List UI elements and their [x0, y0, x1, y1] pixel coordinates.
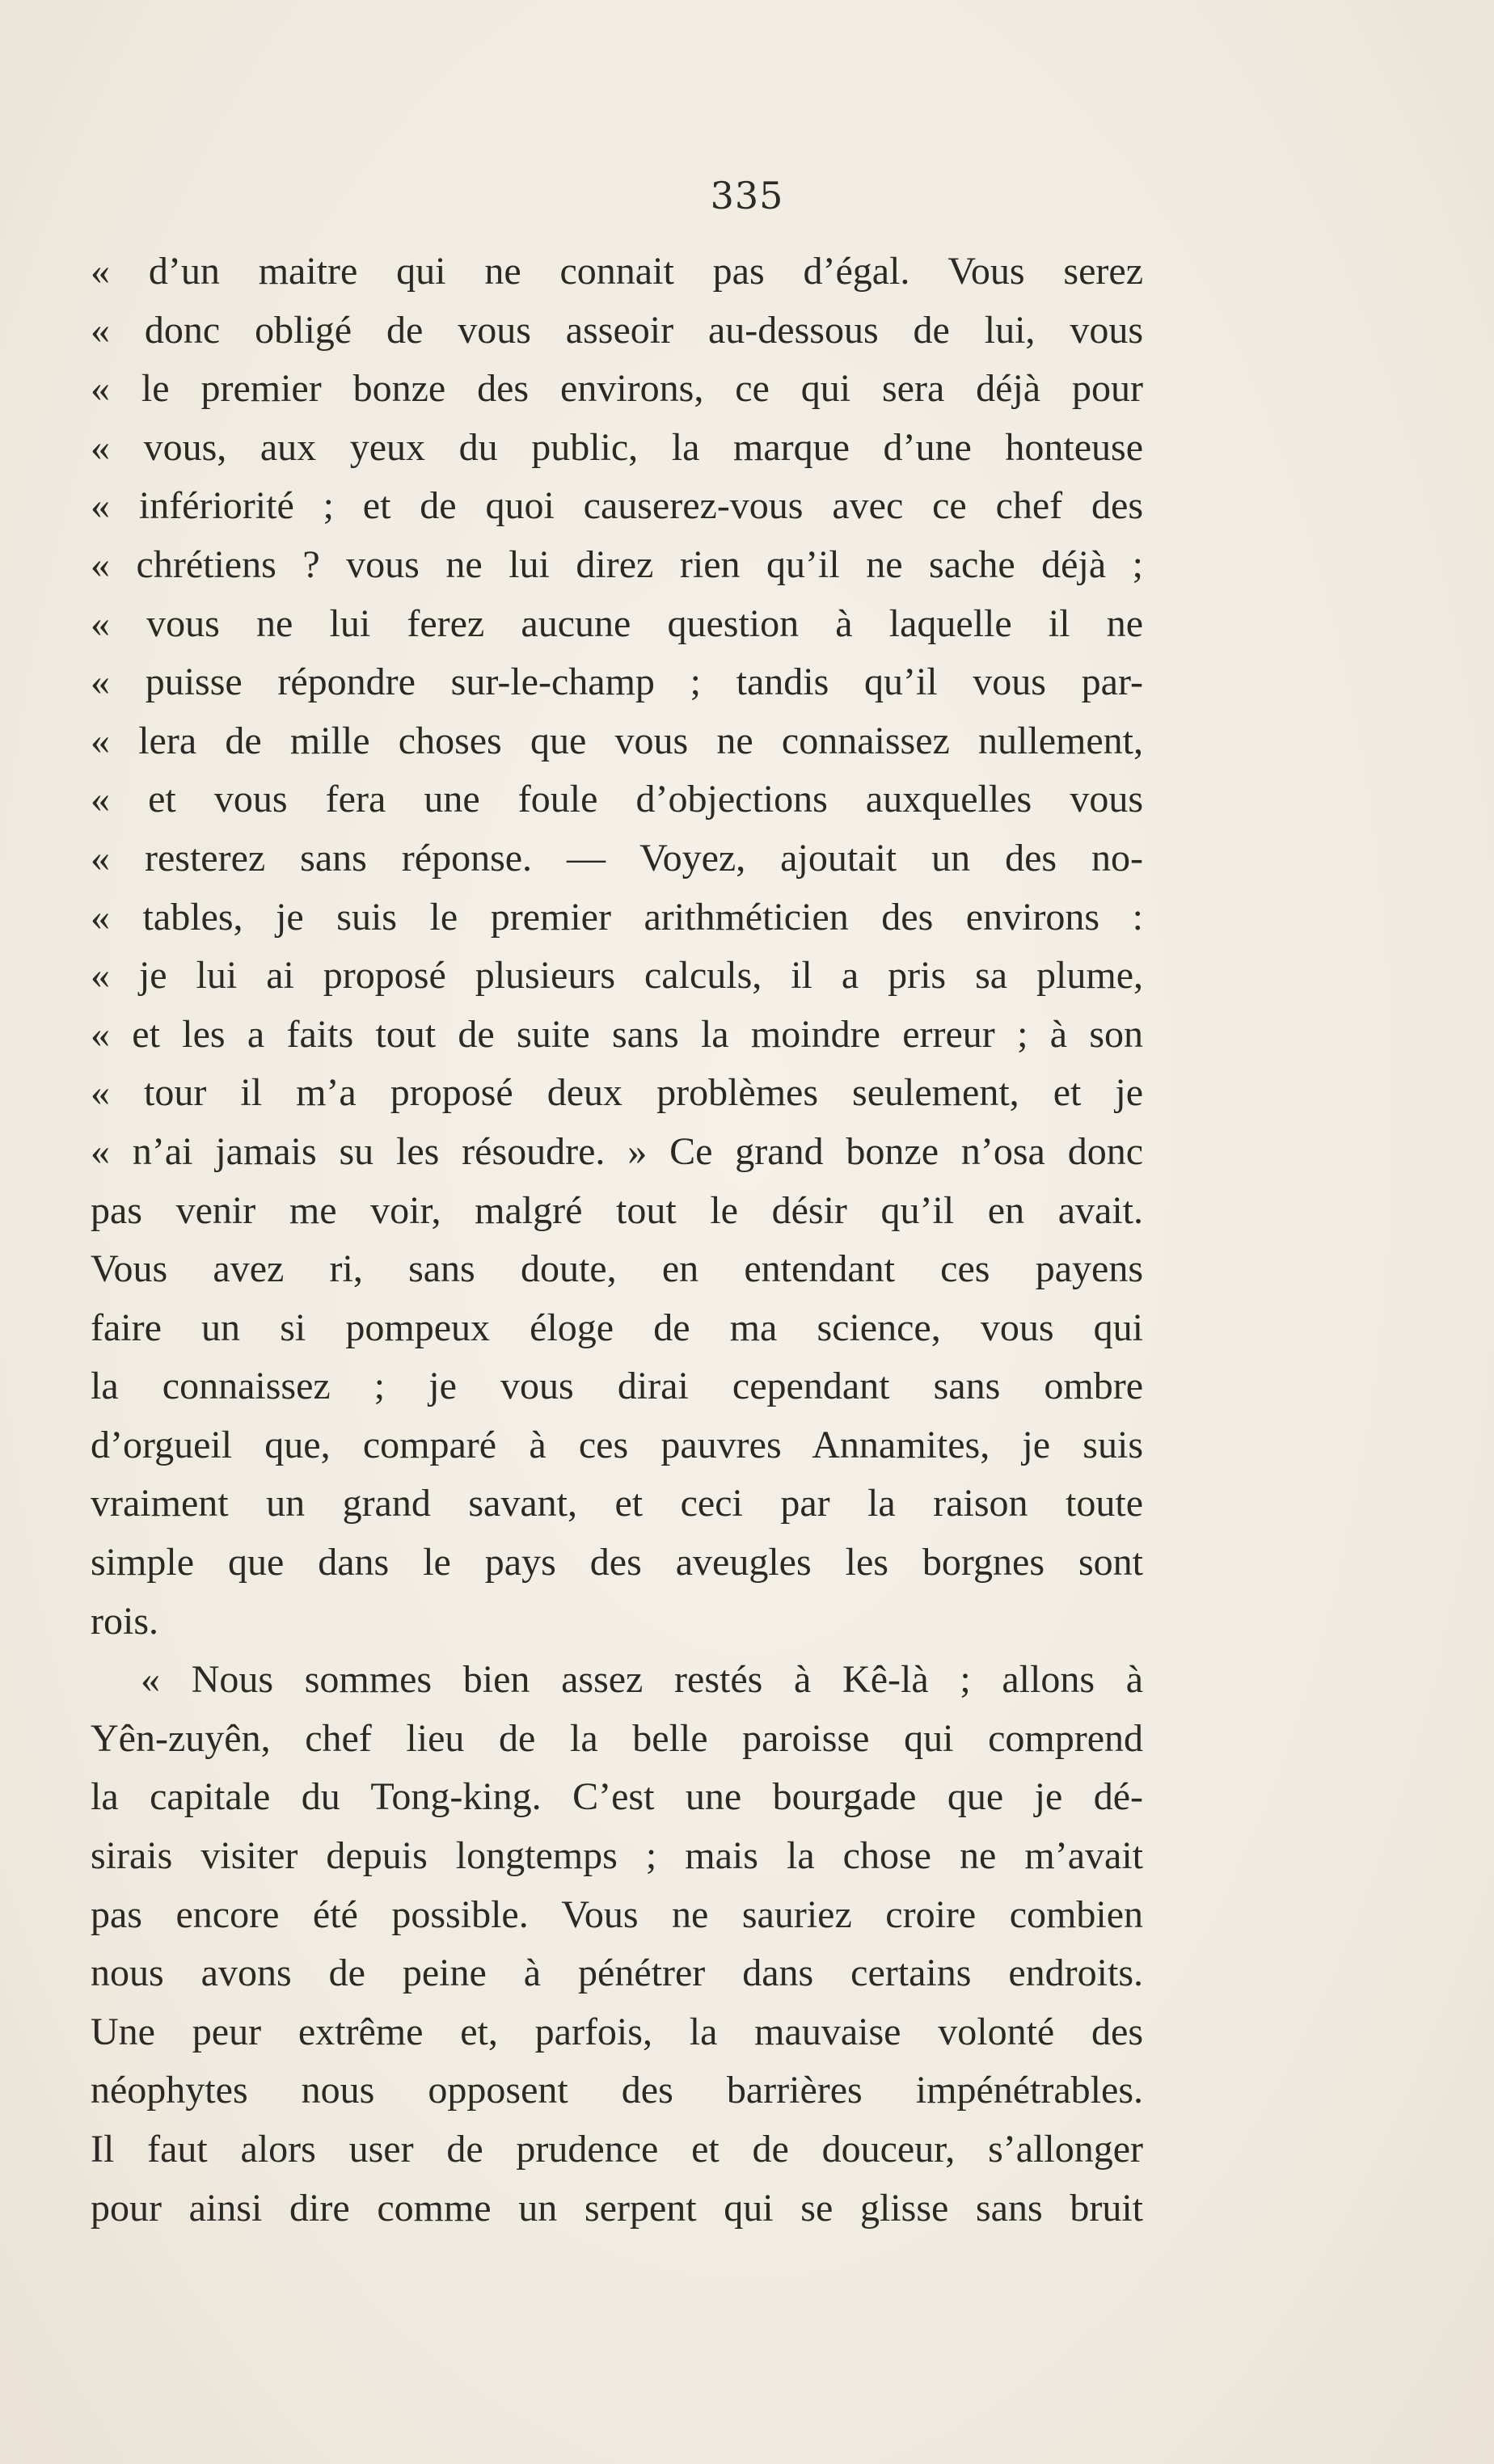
text-line: Une peur extrême et, parfois, la mauvaise volonté des: [91, 2010, 1143, 2053]
text-line: pas encore été possible. Vous ne sauriez croire combien: [91, 1892, 1143, 1936]
text-line: « tour il m’a proposé deux problèmes seulement, et je: [91, 1071, 1143, 1115]
text-line: « resterez sans réponse. — Voyez, ajoutait un des no-: [91, 836, 1143, 880]
text-line: vraiment un grand savant, et ceci par la raison toute: [91, 1482, 1143, 1525]
text-line: « je lui ai proposé plusieurs calculs, il a pris sa plume,: [91, 954, 1143, 998]
text-line: Il faut alors user de prudence et de douceur, s’allonger: [91, 2128, 1143, 2171]
text-line: « donc obligé de vous asseoir au-dessous de lui, vous: [91, 308, 1143, 352]
text-line: Yên-zuyên, chef lieu de la belle paroisse qui comprend: [91, 1716, 1143, 1760]
text-line: la connaissez ; je vous dirai cependant sans ombre: [91, 1365, 1143, 1408]
text-line: « et vous fera une foule d’objections auxquelles vous: [91, 778, 1143, 821]
text-line: néophytes nous opposent des barrières impénétrables.: [91, 2069, 1143, 2112]
body-text: [91, 243, 1143, 2238]
text-line: rois.: [91, 1599, 158, 1643]
text-line: faire un si pompeux éloge de ma science, vous qui: [91, 1306, 1143, 1349]
text-line: Vous avez ri, sans doute, en entendant ces payens: [91, 1247, 1143, 1291]
text-line: nous avons de peine à pénétrer dans certains endroits.: [91, 1951, 1143, 1995]
text-line: « tables, je suis le premier arithméticien des environs :: [91, 895, 1143, 939]
text-line: « infériorité ; et de quoi causerez-vous avec ce chef des: [91, 484, 1143, 528]
text-line: « lera de mille choses que vous ne connaissez nullement,: [91, 719, 1143, 762]
text-line: « et les a faits tout de suite sans la moindre erreur ; à son: [91, 1012, 1143, 1056]
text-line: d’orgueil que, comparé à ces pauvres Annamites, je suis: [91, 1423, 1143, 1466]
text-line: « puisse répondre sur-le-champ ; tandis qu’il vous par-: [91, 660, 1143, 704]
text-line: pour ainsi dire comme un serpent qui se glisse sans bruit: [91, 2186, 1143, 2230]
text-line: « d’un maitre qui ne connait pas d’égal. Vous serez: [91, 250, 1143, 293]
text-line: « le premier bonze des environs, ce qui sera déjà pour: [91, 367, 1143, 411]
text-line: « chrétiens ? vous ne lui direz rien qu’il ne sache déjà ;: [91, 542, 1143, 586]
text-line: pas venir me voir, malgré tout le désir qu’il en avait.: [91, 1188, 1143, 1232]
text-line: « Nous sommes bien assez restés à Kê-là ; allons à: [141, 1658, 1143, 1702]
text-line: « n’ai jamais su les résoudre. » Ce grand bonze n’osa donc: [91, 1129, 1143, 1173]
text-line: « vous ne lui ferez aucune question à laquelle il ne: [91, 601, 1143, 645]
text-line: la capitale du Tong-king. C’est une bourgade que je dé-: [91, 1775, 1143, 1819]
page-number: 335: [710, 174, 784, 217]
text-line: sirais visiter depuis longtemps ; mais la chose ne m’avait: [91, 1834, 1143, 1878]
text-line: simple que dans le pays des aveugles les borgnes sont: [91, 1541, 1143, 1584]
text-line: « vous, aux yeux du public, la marque d’une honteuse: [91, 425, 1143, 469]
